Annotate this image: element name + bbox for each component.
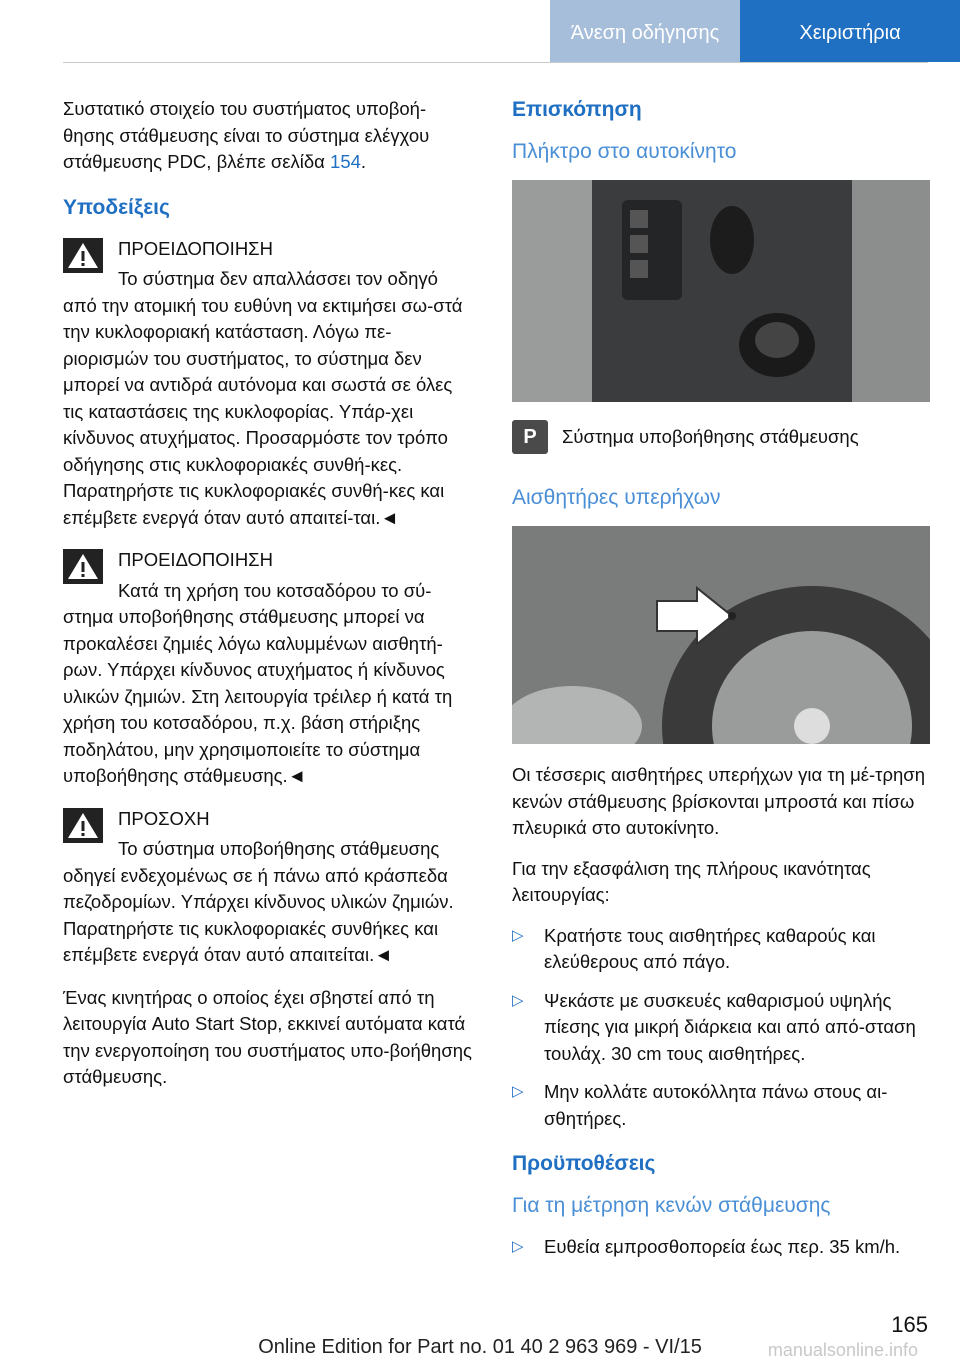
- subheading-measure: Για τη μέτρηση κενών στάθμευσης: [512, 1194, 831, 1217]
- sensor-illustration: [512, 526, 930, 744]
- parking-assist-icon: P: [512, 420, 548, 454]
- list-item-text: Ευθεία εμπροσθοπορεία έως περ. 35 km/h.: [544, 1236, 901, 1257]
- caption-text: Σύστημα υποβοήθησης στάθμευσης: [562, 425, 859, 447]
- auto-start-stop-paragraph: Ένας κινητήρας ο οποίος έχει σβηστεί από τη λειτουργία Auto Start Stop, εκκινεί αυτόματα κατά την ενεργοποίηση του συστήματος υπο-βοήθησης στάθμευσης.: [63, 986, 472, 1087]
- warning-icon: [63, 549, 103, 584]
- caution-body: οδηγεί ενδεχομένως σε ή πάνω από κράσπεδα πεζοδρομίων. Υπάρχει κίνδυνος υλικών ζημιών. Παρατηρήστε τις κυκλοφοριακές συνθήκες και επέμβετε ενεργά όταν αυτό απαιτείται.◄: [63, 864, 454, 965]
- warning-icon: [63, 238, 103, 273]
- caution-block: [63, 806, 476, 969]
- page-number: 165: [891, 1312, 928, 1337]
- list-item: [512, 923, 930, 976]
- list-item-text: Ψεκάστε με συσκευές καθαρισμού υψηλής πίεσης για μικρή διάρκεια και από από-σταση τουλάχ. 30 cm τους αισθητήρες.: [544, 989, 916, 1064]
- page-link[interactable]: 154: [330, 151, 361, 172]
- sensors-paragraph: Οι τέσσερις αισθητήρες υπερήχων για τη μέ-τρηση κενών στάθμευσης βρίσκονται μπροστά και πίσω πλευρικά στο αυτοκίνητο.: [512, 764, 926, 838]
- header-tabs: [550, 0, 960, 62]
- warning-lead: Το σύστημα δεν απαλλάσσει τον οδηγό: [118, 268, 438, 289]
- care-list: [512, 923, 930, 1133]
- requirements-list: [512, 1234, 930, 1261]
- section-heading-notes: Υποδείξεις: [63, 195, 170, 219]
- list-item: [512, 988, 930, 1068]
- header-rule: [63, 62, 928, 63]
- left-column: [63, 96, 476, 1105]
- intro-post: .: [360, 151, 367, 172]
- warning-body: από την ατομική του ευθύνη να εκτιμήσει σω-στά την κυκλοφοριακή κατάσταση. Λόγω πε-ριορισμών του συστήματος, το σύστημα δεν μπορεί να αντιδρά αυτόνομα και σωστά σε όλες τις καταστάσεις της κυκλοφορίας. Υπάρ-χει κίνδυνος ατυχήματος. Προσαρμόστε τον τρόπο οδήγησης στις κυκλοφοριακές συνθή-κες. Παρατηρήστε τις κυκλοφοριακές συνθή-κες και επέμβετε ενεργά όταν αυτό απαιτεί-ται.◄: [63, 294, 463, 528]
- warning-body: στημα υποβοήθησης στάθμευσης μπορεί να προκαλέσει ζημιές λόγω καλυμμένων αισθητή-ρων. Υπάρχει κίνδυνος ατυχήματος ή κίνδυνος υλικών ζημιών. Στη λειτουργία τρέιλερ ή κατά τη χρήση του κοτσαδόρου, π.χ. βάση στήριξης ποδηλάτου, μην χρησιμοποιείτε το σύστημα υποβοήθησης στάθμευσης.◄: [63, 606, 453, 786]
- pdc-caption: [512, 420, 930, 454]
- console-illustration: [512, 180, 930, 402]
- footer-edition: Online Edition for Part no. 01 40 2 963 969 - VI/15: [258, 1336, 702, 1358]
- section-heading-overview: Επισκόπηση: [512, 98, 642, 121]
- warning-block: [63, 547, 476, 790]
- warning-title: ΠΡΟΕΙΔΟΠΟΙΗΣΗ: [118, 549, 273, 570]
- triangle-bullet-icon: ▷: [512, 991, 524, 1009]
- intro-paragraph: [63, 96, 476, 176]
- function-paragraph: Για την εξασφάλιση της πλήρους ικανότητας λειτουργίας:: [512, 857, 871, 905]
- warning-title: ΠΡΟΕΙΔΟΠΟΙΗΣΗ: [118, 237, 273, 259]
- triangle-bullet-icon: ▷: [512, 1083, 524, 1100]
- warning-lead: Κατά τη χρήση του κοτσαδόρου το σύ-: [118, 579, 432, 601]
- tab-comfort-driving[interactable]: Άνεση οδήγησης: [550, 0, 740, 62]
- intro-text: Συστατικό στοιχείο του συστήματος υποβοή-θησης στάθμευσης είναι το σύστημα ελέγχου στάθμευσης PDC, βλέπε σελίδα: [63, 98, 430, 172]
- subheading-button: Πλήκτρο στο αυτοκίνητο: [512, 140, 737, 163]
- console-photo: [512, 180, 930, 402]
- triangle-bullet-icon: ▷: [512, 926, 524, 944]
- warning-block: [63, 236, 476, 532]
- list-item: [512, 1079, 930, 1132]
- sensor-photo: [512, 526, 930, 744]
- caution-lead: Το σύστημα υποβοήθησης στάθμευσης: [118, 838, 440, 859]
- section-heading-requirements: Προϋποθέσεις: [512, 1152, 656, 1175]
- subheading-sensors: Αισθητήρες υπερήχων: [512, 486, 721, 509]
- triangle-bullet-icon: ▷: [512, 1238, 524, 1255]
- list-item: [512, 1234, 930, 1261]
- list-item-text: Κρατήστε τους αισθητήρες καθαρούς και ελεύθερους από πάγο.: [544, 924, 876, 972]
- tab-controls[interactable]: Χειριστήρια: [740, 0, 960, 62]
- footer-watermark: manualsonline.info: [767, 1340, 918, 1360]
- caution-icon: [63, 808, 103, 843]
- caution-title: ΠΡΟΣΟΧΗ: [118, 807, 210, 829]
- list-item-text: Μην κολλάτε αυτοκόλλητα πάνω στους αι-σθητήρες.: [544, 1081, 888, 1129]
- right-column: [512, 96, 930, 1275]
